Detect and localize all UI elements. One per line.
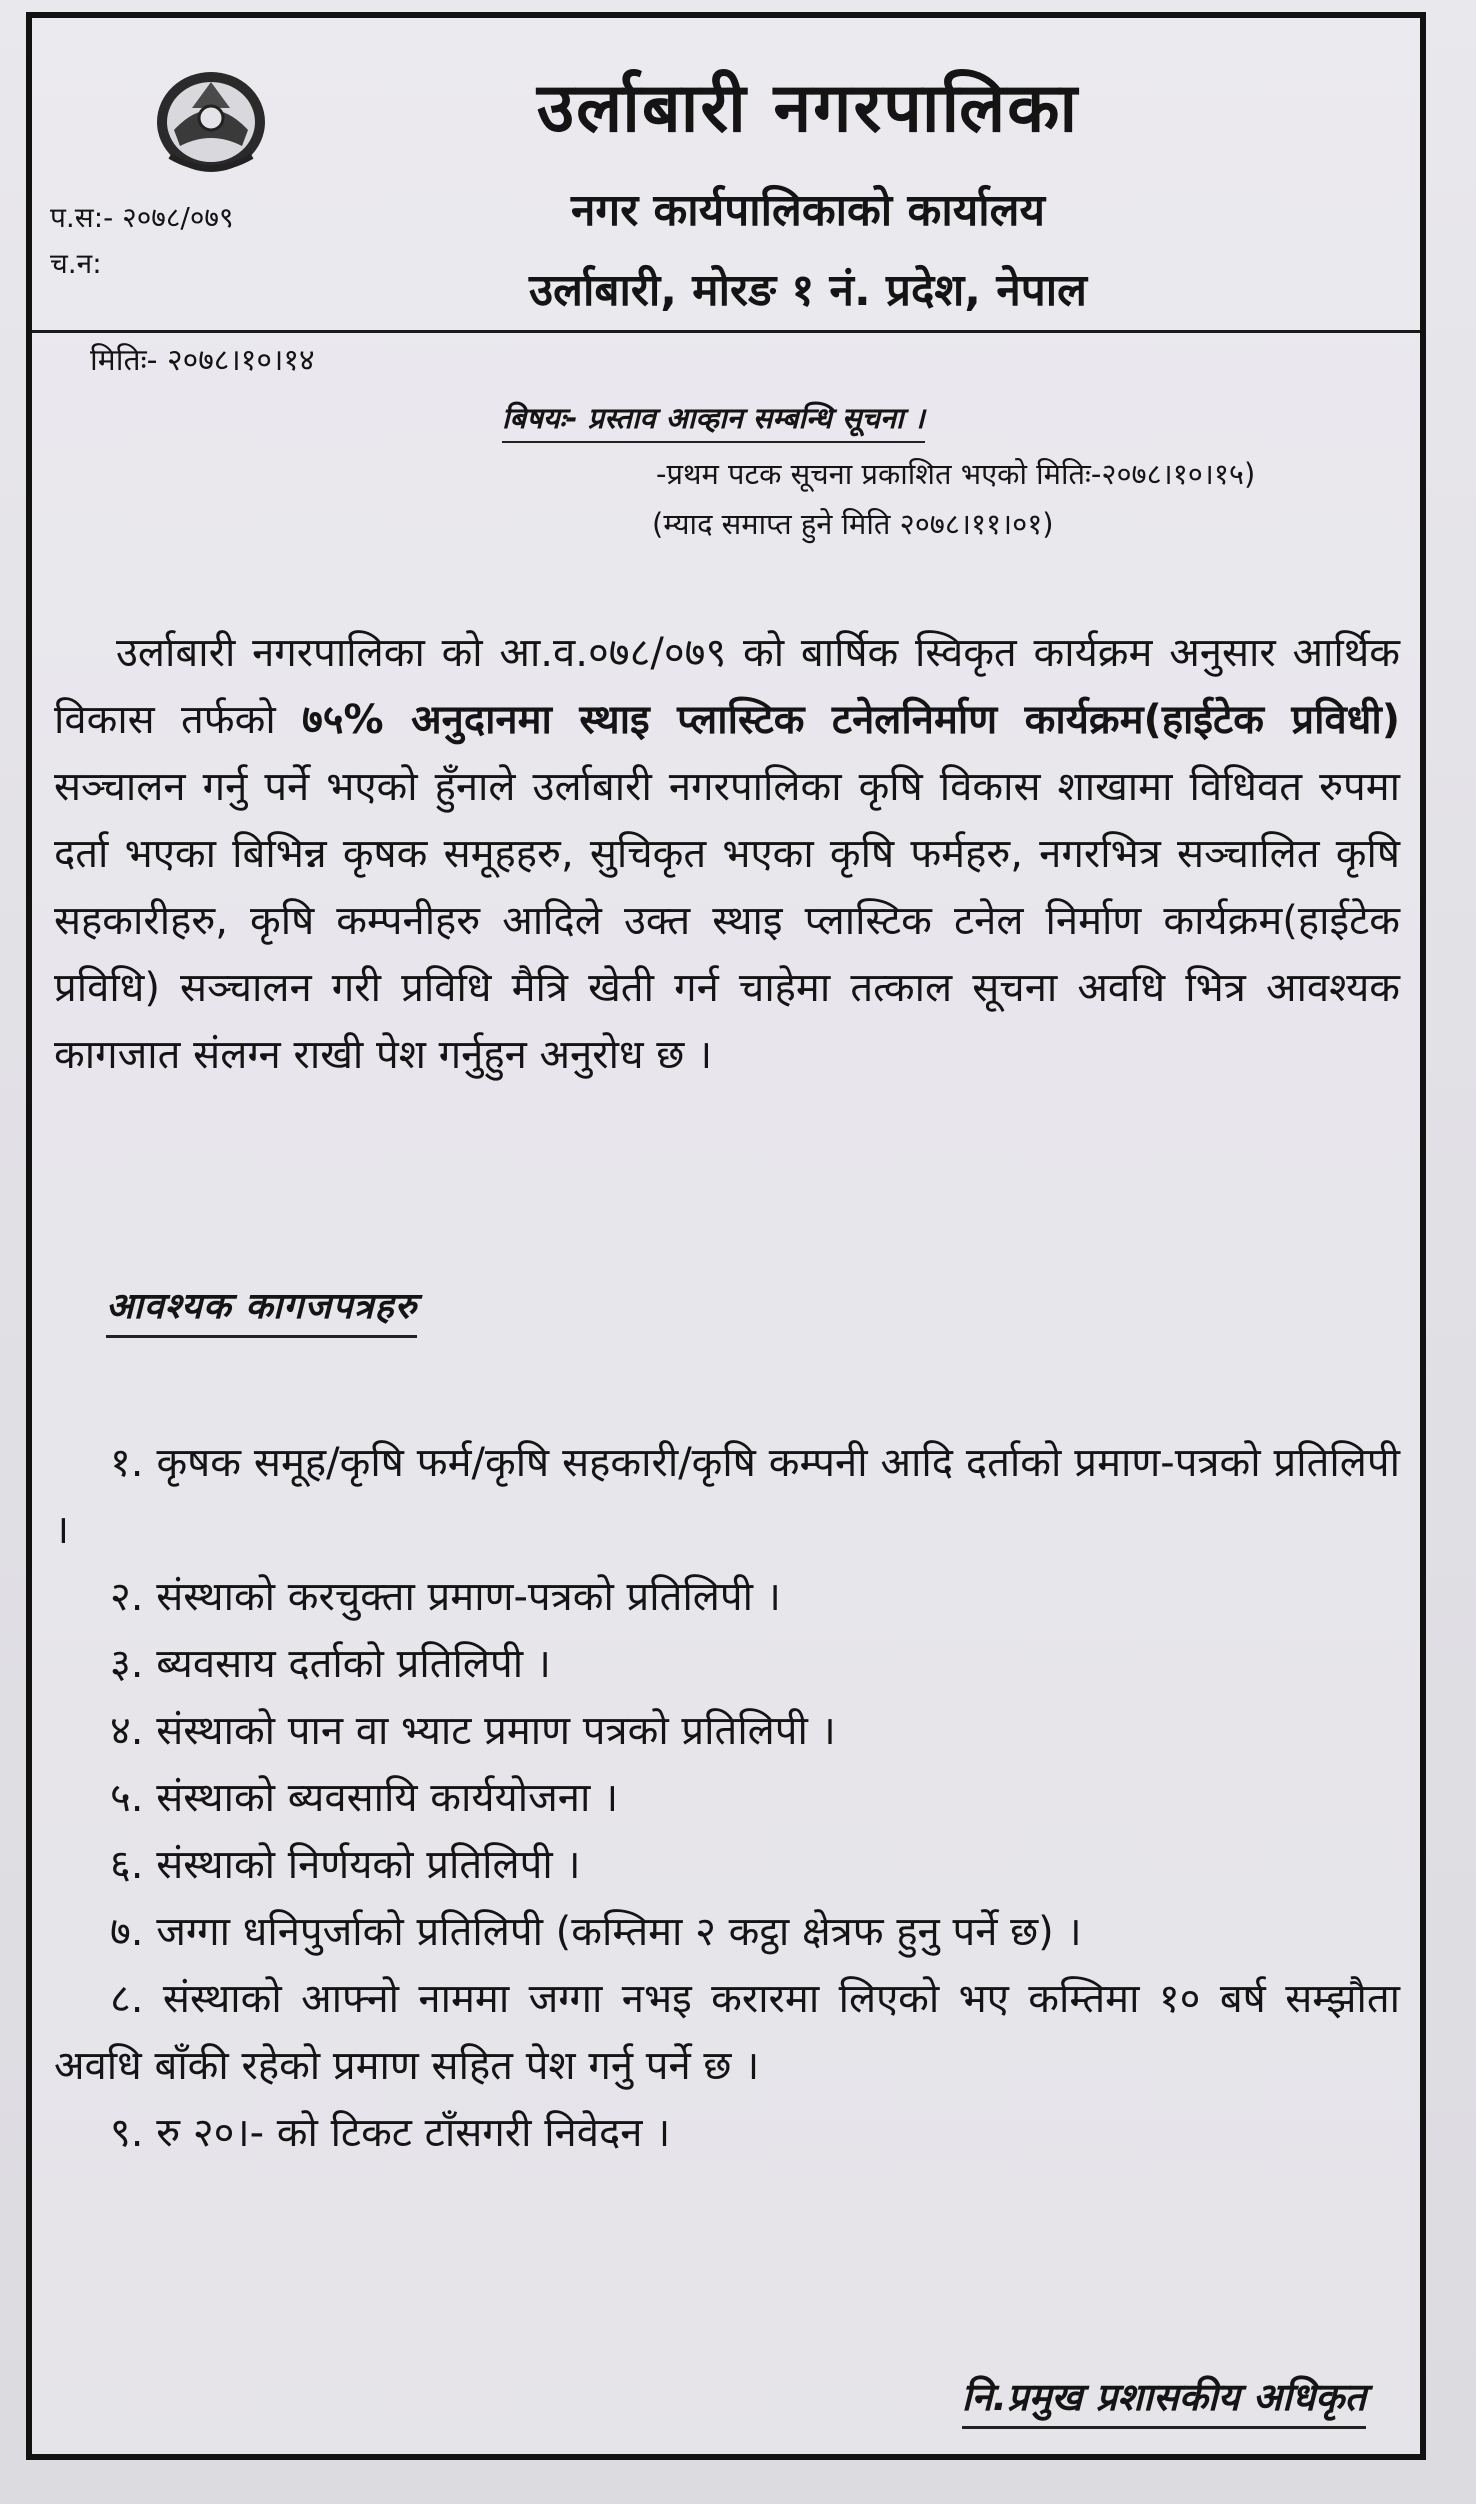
body-text-bold: ७५% अनुदानमा स्थाइ प्लास्टिक टनेलनिर्माण कार्यक्रम(हाईटेक प्रविधी): [301, 697, 1400, 743]
body-text-part2: सञ्चालन गर्नु पर्ने भएको हुँनाले उर्लाबारी नगरपालिका कृषि विकास शाखामा विधिवत रुपमा दर्ता भएका बिभिन्न कृषक समूहहरु, सुचिकृत भएका कृषि फर्महरु, नगरभित्र सञ्चालित कृषि सहकारीहरु, कृषि कम्पनीहरु आदिले उक्त स्थाइ प्लास्टिक टनेल निर्माण कार्यक्रम(हाईटेक प्रविधि) सञ्चालन गरी प्रविधि मैत्रि खेती गर्न चाहेमा तत्काल सूचना अवधि भित्र आवश्यक कागजात संलग्न राखी पेश गर्नुहुन अनुरोध छ ।: [54, 764, 1400, 1078]
requirements-list: [54, 1430, 1400, 2167]
list-item: ५. संस्थाको ब्यवसायि कार्ययोजना ।: [110, 1775, 619, 1821]
office-address: उर्लाबारी, मोरङ १ नं. प्रदेश, नेपाल: [529, 265, 1087, 316]
body-text-part1: उर्लाबारी नगरपालिका को आ.व.०७८/०७९ को बार्षिक स्विकृत कार्यक्रम अनुसार आर्थिक विकास तर्फको: [54, 630, 1400, 743]
list-item: ९. रु २०।- को टिकट टाँसगरी निवेदन ।: [110, 2110, 671, 2156]
reference-number: प.स:- २०७८/०७९: [50, 201, 234, 234]
municipality-title: उर्लाबारी नगरपालिका: [536, 69, 1080, 148]
dispatch-number: च.न:: [50, 247, 102, 280]
list-item: ८. संस्थाको आफ्नो नाममा जग्गा नभइ करारमा लिएको भए कम्तिमा १० बर्ष सम्झौता अवधि बाँकी रहेको प्रमाण सहित पेश गर्नु पर्ने छ ।: [54, 1976, 1400, 2089]
signatory-title: नि.प्रमुख प्रशासकीय अधिकृत: [962, 2370, 1366, 2429]
office-name: नगर कार्यपालिकाको कार्यालय: [571, 185, 1045, 236]
notice-subject: बिषयः- प्रस्ताव आव्हान सम्बन्धि सूचना ।: [502, 398, 925, 443]
notice-frame: [26, 12, 1426, 2460]
first-published-date: -प्रथम पटक सूचना प्रकाशित भएको मितिः-२०७८।१०।१५): [656, 457, 1256, 491]
notice-date: मितिः- २०७८।१०।१४: [90, 343, 315, 378]
list-item: २. संस्थाको करचुक्ता प्रमाण-पत्रको प्रतिलिपी ।: [110, 1574, 781, 1620]
notice-header: [32, 18, 1420, 333]
list-item: १. कृषक समूह/कृषि फर्म/कृषि सहकारी/कृषि कम्पनी आदि दर्ताको प्रमाण-पत्रको प्रतिलिपी ।: [54, 1440, 1400, 1553]
list-item: ७. जग्गा धनिपुर्जाको प्रतिलिपी (कम्तिमा २ कट्ठा क्षेत्रफ हुनु पर्ने छ) ।: [110, 1909, 1082, 1955]
list-item: ४. संस्थाको पान वा भ्याट प्रमाण पत्रको प्रतिलिपी ।: [110, 1708, 836, 1754]
nepal-emblem-icon: [152, 60, 270, 178]
deadline-date: (म्याद समाप्त हुने मिति २०७८।११।०१): [652, 507, 1054, 541]
notice-body: [54, 620, 1400, 1089]
requirements-heading: आवश्यक कागजपत्रहरु: [106, 1280, 417, 1338]
list-item: ३. ब्यवसाय दर्ताको प्रतिलिपी ।: [110, 1641, 551, 1687]
list-item: ६. संस्थाको निर्णयको प्रतिलिपी ।: [110, 1842, 581, 1888]
